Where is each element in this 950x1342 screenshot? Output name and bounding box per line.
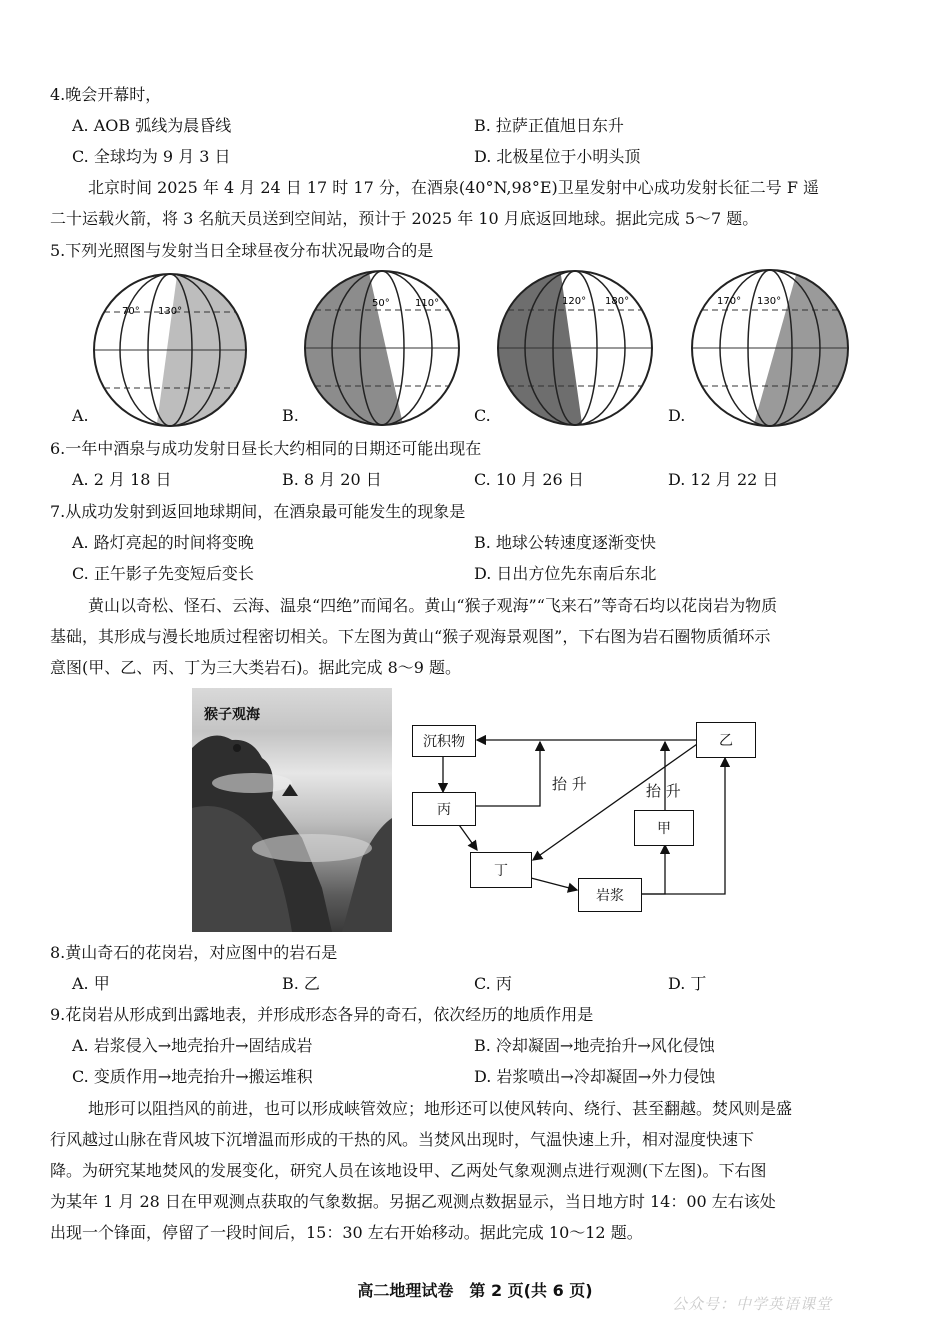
q4-option-a: A. AOB 弧线为晨昏线 (72, 116, 232, 135)
intro-8-9-line2: 基础，其形成与漫长地质过程密切相关。下左图为黄山“猴子观海景观图”，下右图为岩石圈物质循环示 (50, 627, 771, 646)
intro-10-12-line2: 行风越过山脉在背风坡下沉增温而形成的干热的风。当焚风出现时，气温快速上升，相对湿度快速下 (50, 1130, 755, 1149)
q9-stem: 9.花岗岩从形成到出露地表，并形成形态各异的奇石，依次经历的地质作用是 (50, 1005, 594, 1024)
globe-a-right-degree: 130° (158, 306, 183, 317)
q7-option-c: C. 正午影子先变短后变长 (72, 564, 254, 583)
monkey-watching-sea-photo (192, 688, 392, 932)
intro-8-9-line3: 意图(甲、乙、丙、丁为三大类岩石)。据此完成 8～9 题。 (50, 658, 462, 677)
globe-d (692, 268, 860, 428)
rock-ding-box: 丁 (470, 852, 532, 888)
q6-stem: 6.一年中酒泉与成功发射日昼长大约相同的日期还可能出现在 (50, 439, 482, 458)
globe-c (490, 268, 652, 428)
q8-option-c: C. 丙 (474, 974, 512, 993)
globe-b-label: B. (282, 406, 299, 425)
globe-d-left-degree: 170° (717, 296, 742, 307)
globe-a-left-degree: 70° (122, 306, 140, 317)
globe-c-right-degree: 180° (605, 296, 630, 307)
q7-stem: 7.从成功发射到返回地球期间，在酒泉最可能发生的现象是 (50, 502, 466, 521)
rock-bing-box: 丙 (412, 792, 476, 826)
globe-c-left-degree: 120° (562, 296, 587, 307)
q4-option-b: B. 拉萨正值旭日东升 (474, 116, 624, 135)
q6-option-b: B. 8 月 20 日 (282, 470, 382, 489)
q8-option-d: D. 丁 (668, 974, 707, 993)
q6-option-a: A. 2 月 18 日 (72, 470, 172, 489)
globe-a-label: A. (72, 406, 89, 425)
globe-b (300, 268, 459, 428)
intro-5-7-line1: 北京时间 2025 年 4 月 24 日 17 时 17 分，在酒泉(40°N,98°E)卫星发射中心成功发射长征二号 F 遥 (88, 178, 820, 197)
q9-option-c: C. 变质作用→地壳抬升→搬运堆积 (72, 1067, 313, 1086)
q7-option-b: B. 地球公转速度逐渐变快 (474, 533, 656, 552)
q9-option-d: D. 岩浆喷出→冷却凝固→外力侵蚀 (474, 1067, 716, 1086)
q8-stem: 8.黄山奇石的花岗岩，对应图中的岩石是 (50, 943, 338, 962)
page-footer: 高二地理试卷 第 2 页(共 6 页) (357, 1281, 593, 1300)
intro-10-12-line5: 出现一个锋面，停留了一段时间后，15：30 左右开始移动。据此完成 10～12 题。 (50, 1223, 643, 1242)
q4-option-d: D. 北极星位于小明头顶 (474, 147, 641, 166)
q4-option-c: C. 全球均为 9 月 3 日 (72, 147, 231, 166)
intro-10-12-line1: 地形可以阻挡风的前进，也可以形成峡管效应；地形还可以使风转向、绕行、甚至翻越。焚风则是盛 (88, 1099, 793, 1118)
intro-10-12-line3: 降。为研究某地焚风的发展变化，研究人员在该地设甲、乙两处气象观测点进行观测(下左图)。下右图 (50, 1161, 767, 1180)
globe-a (94, 268, 260, 428)
globes-figure (60, 268, 920, 428)
globe-d-right-degree: 130° (757, 296, 782, 307)
photo-title: 猴子观海 (204, 707, 260, 723)
q6-option-d: D. 12 月 22 日 (668, 470, 779, 489)
magma-box: 岩浆 (578, 878, 642, 912)
q9-option-a: A. 岩浆侵入→地壳抬升→固结成岩 (72, 1036, 313, 1055)
q5-stem: 5.下列光照图与发射当日全球昼夜分布状况最吻合的是 (50, 241, 434, 260)
watermark: 公众号：中学英语课堂 (672, 1295, 833, 1313)
rock-jia-box: 甲 (634, 810, 694, 846)
rock-yi-box: 乙 (696, 722, 756, 758)
globe-b-left-degree: 50° (372, 298, 390, 309)
lift-label-1: 抬 升 (552, 775, 587, 793)
globe-c-label: C. (474, 406, 491, 425)
q9-option-b: B. 冷却凝固→地壳抬升→风化侵蚀 (474, 1036, 715, 1055)
intro-10-12-line4: 为某年 1 月 28 日在甲观测点获取的气象数据。另据乙观测点数据显示，当日地方时 14：00 左右该处 (50, 1192, 776, 1211)
q7-option-d: D. 日出方位先东南后东北 (474, 564, 657, 583)
intro-5-7-line2: 二十运载火箭，将 3 名航天员送到空间站，预计于 2025 年 10 月底返回地球。据此完成 5～7 题。 (50, 209, 759, 228)
globe-d-label: D. (668, 406, 686, 425)
globe-b-right-degree: 110° (415, 298, 440, 309)
q8-option-b: B. 乙 (282, 974, 320, 993)
q4-stem: 4.晚会开幕时， (50, 85, 162, 104)
lift-label-2: 抬 升 (646, 782, 681, 800)
q6-option-c: C. 10 月 26 日 (474, 470, 584, 489)
q8-option-a: A. 甲 (72, 974, 110, 993)
sediment-box: 沉积物 (412, 725, 476, 757)
intro-8-9-line1: 黄山以奇松、怪石、云海、温泉“四绝”而闻名。黄山“猴子观海”“飞来石”等奇石均以花岗岩为物质 (88, 596, 778, 615)
q7-option-a: A. 路灯亮起的时间将变晚 (72, 533, 254, 552)
